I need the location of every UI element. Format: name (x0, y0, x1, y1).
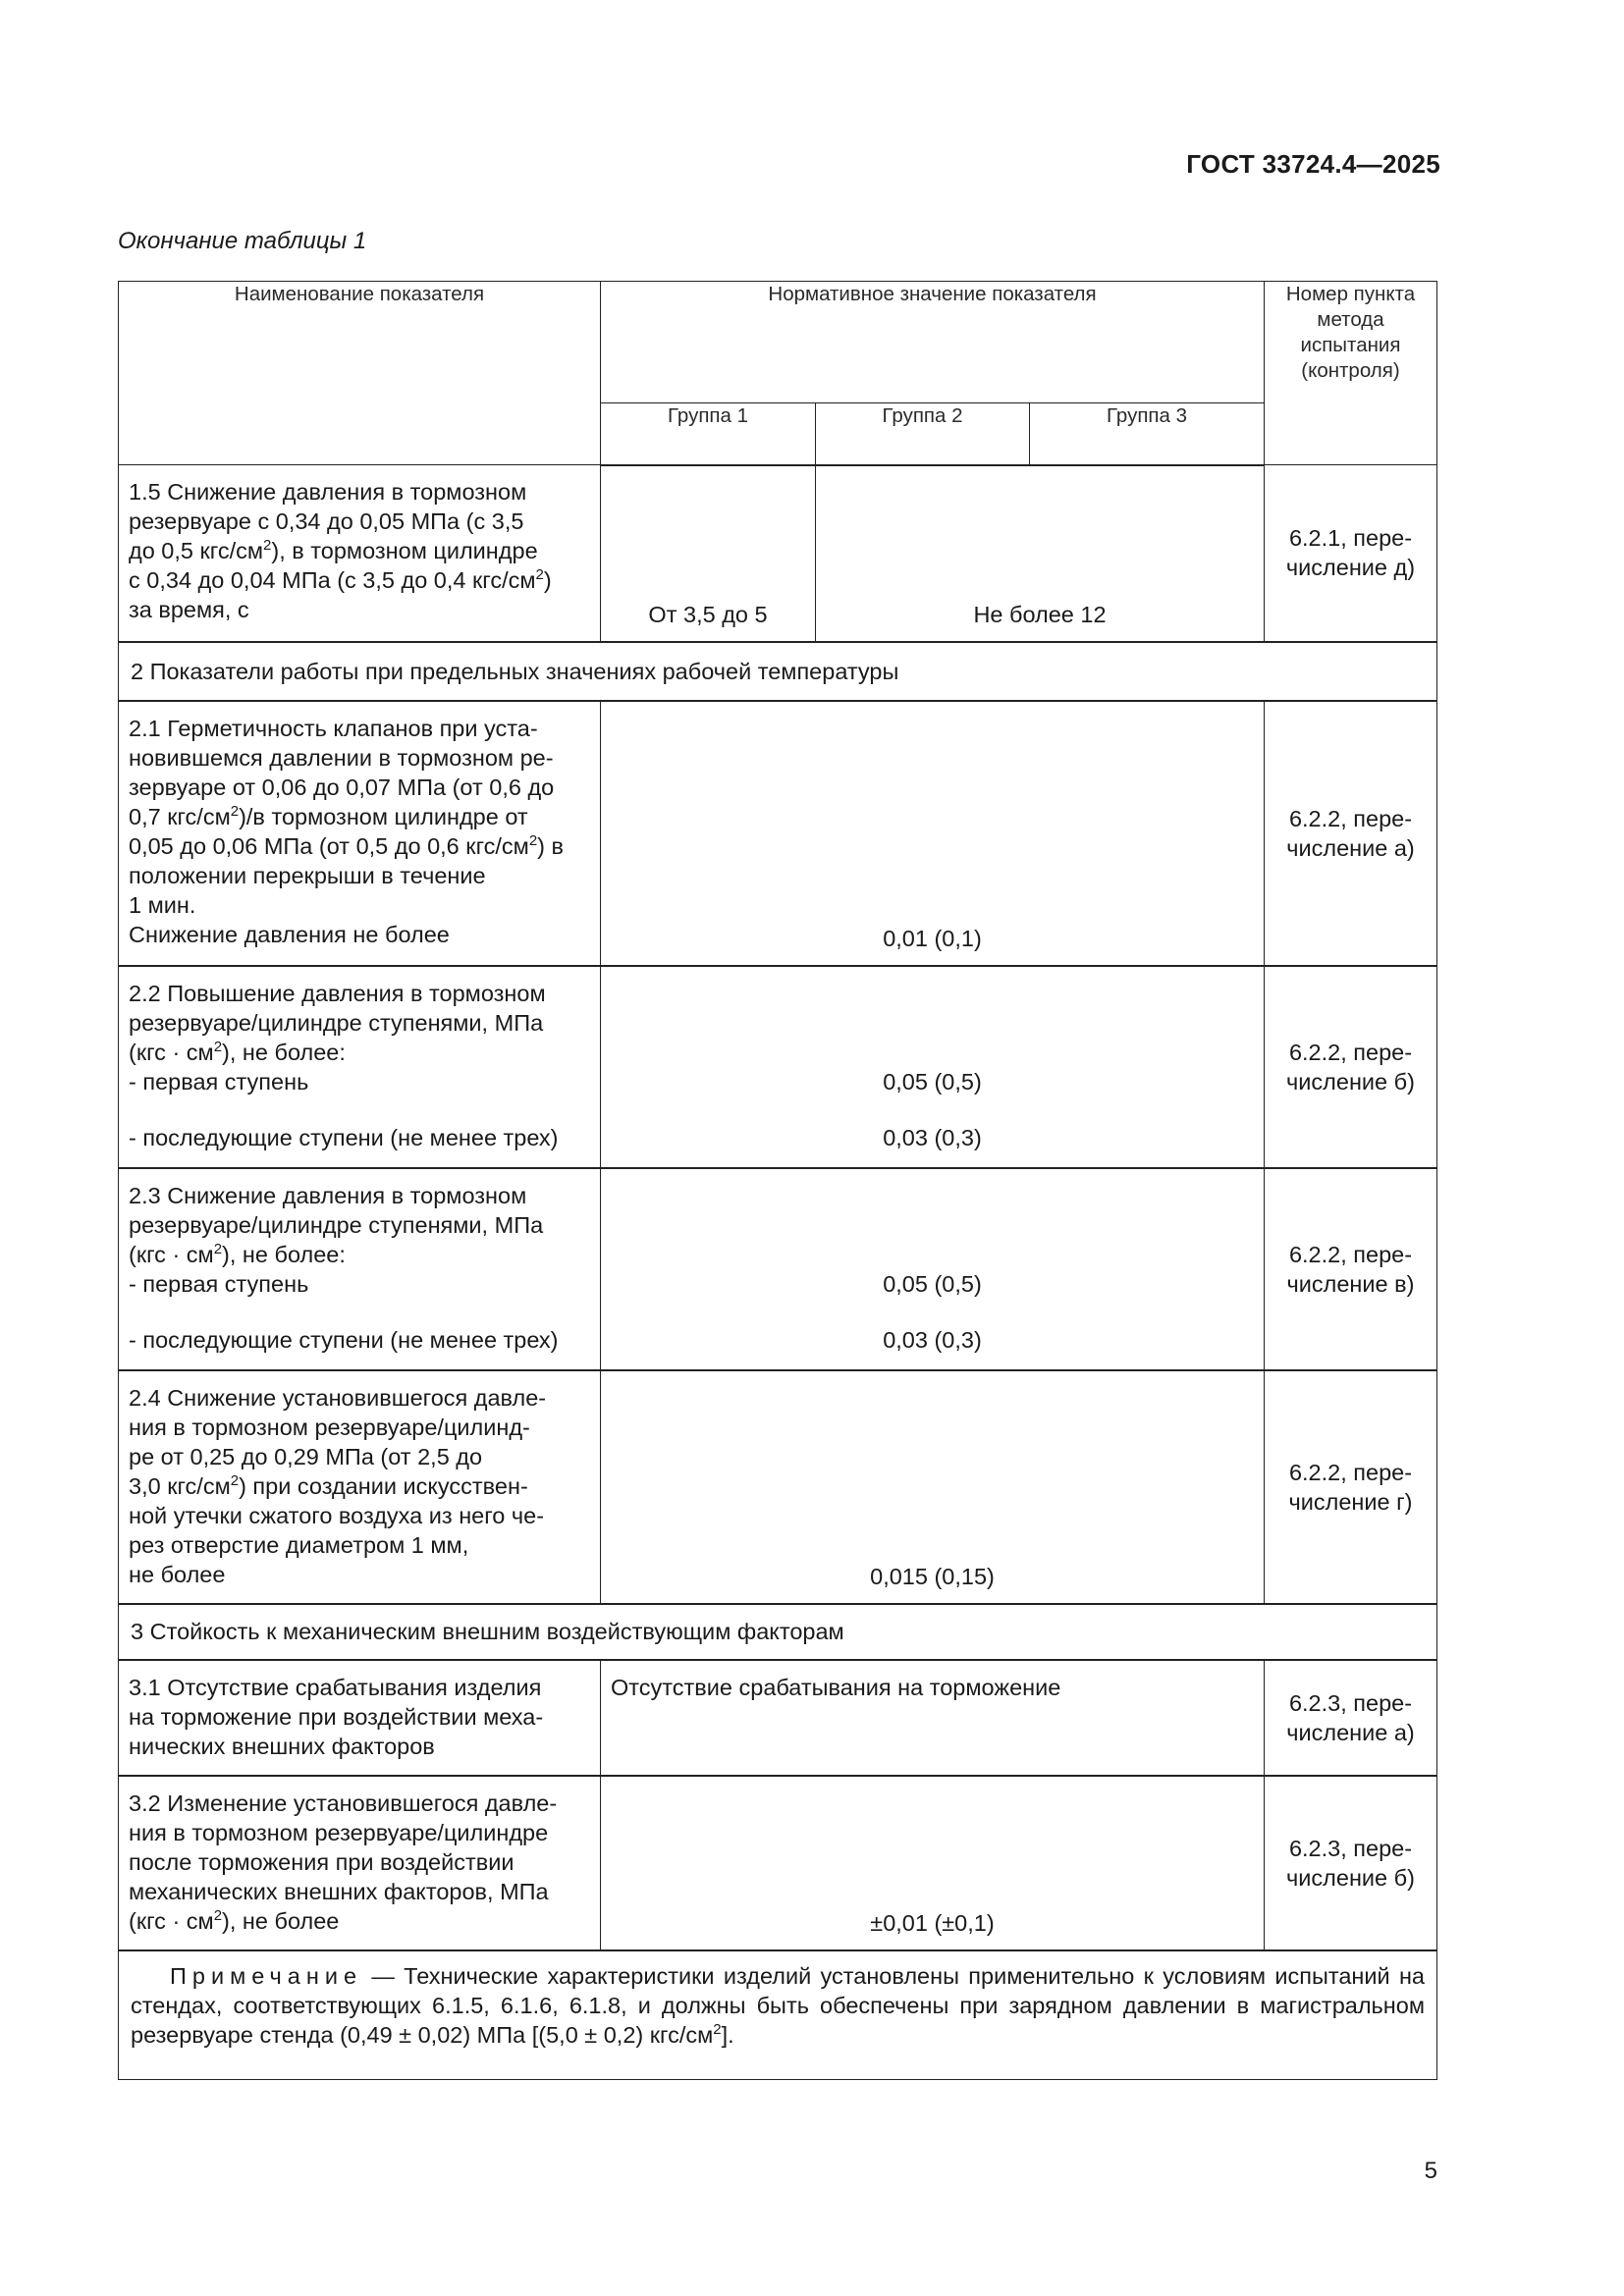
col-name-header: Наименование показателя (119, 282, 601, 465)
row-2-2-values (601, 966, 1265, 1168)
row-2-2-value-first: 0,05 (0,5) (883, 1068, 982, 1095)
row-1-5-group23: Не более 12 (816, 465, 1265, 642)
row-2-1-value: 0,01 (0,1) (601, 701, 1265, 966)
row-2-3-value-next: 0,03 (0,3) (883, 1326, 982, 1353)
note-row (119, 1950, 1437, 2080)
section-2-row (119, 642, 1437, 701)
standard-number: ГОСТ 33724.4—2025 (1186, 149, 1440, 179)
row-3-2-ref: 6.2.3, пере- числение б) (1265, 1776, 1437, 1950)
note-label: Примечание (170, 1962, 363, 1989)
group-3-header: Группа 3 (1030, 403, 1265, 465)
row-2-1-name: 2.1 Герметичность клапанов при уста- новившемся давлении в тормозном ре- зервуаре от 0,06 до 0,07 МПа (от 0,6 до 0,7 кгс/$см^2)/в$ тормозном цилиндре от 0,05 до 0,06 МПа (от 0,5 до 0,6 кгс/$см^2$) в положении перекрыши в течение 1 мин. Снижение давления не более (119, 701, 601, 966)
row-2-3 (119, 1168, 1437, 1370)
table-caption: Окончание таблицы 1 (118, 228, 367, 254)
row-3-2-value: ±0,01 (±0,1) (601, 1776, 1265, 1950)
row-3-2-name: 3.2 Изменение установившегося давле- ния в тормозном резервуаре/цилиндре после торможения при воздействии механических внешних факторов, МПа $(кгс \cdot см^2)$, не более (119, 1776, 601, 1950)
row-3-1 (119, 1660, 1437, 1776)
col-norm-header: Нормативное значение показателя (601, 282, 1265, 403)
row-2-1 (119, 701, 1437, 966)
row-3-1-name: 3.1 Отсутствие срабатывания изделия на торможение при воздействии меха- нических внешних факторов (119, 1660, 601, 1776)
row-2-3-value-first: 0,05 (0,5) (883, 1270, 982, 1297)
row-3-1-ref: 6.2.3, пере- числение а) (1265, 1660, 1437, 1776)
spec-table (118, 281, 1437, 2080)
row-3-1-value: Отсутствие срабатывания на торможение (601, 1660, 1265, 1776)
row-2-2 (119, 966, 1437, 1168)
section-3-title: 3 Стойкость к механическим внешним воздействующим факторам (119, 1604, 1437, 1660)
row-2-4 (119, 1370, 1437, 1604)
row-2-3-name: 2.3 Снижение давления в тормозном резервуаре/цилиндре ступенями, МПа $(кгс \cdot см^2)$, не более: - первая ступень - последующие ступени (не менее трех) (119, 1168, 601, 1370)
row-2-4-value: 0,015 (0,15) (601, 1370, 1265, 1604)
section-3-row (119, 1604, 1437, 1660)
page-number: 5 (1424, 2158, 1437, 2184)
group-2-header: Группа 2 (816, 403, 1030, 465)
row-2-2-name: 2.2 Повышение давления в тормозном резервуаре/цилиндре ступенями, МПа $(кгс \cdot см^2)$, не более: - первая ступень - последующие ступени (не менее трех) (119, 966, 601, 1168)
row-1-5-name: 1.5 Снижение давления в тормозном резервуаре с 0,34 до 0,05 МПа (с 3,5 до 0,5 кгс/$см^2$), в тормозном цилиндре с 0,34 до 0,04 МПа (с 3,5 до 0,4 кгс/$см^2$) за время, с (119, 465, 601, 642)
group-1-header: Группа 1 (601, 403, 816, 465)
row-2-2-ref: 6.2.2, пере- числение б) (1265, 966, 1437, 1168)
row-1-5-group1: От 3,5 до 5 (601, 465, 816, 642)
note-text: Технические характеристики изделий установлены применительно к условиям испытаний на стендах, соответствующих 6.1.5, 6.1.6, 6.1.8, и должны быть обеспечены при зарядном давлении в магистральном резервуаре стенда (0,49 ± 0,02) МПа [(5,0 ± 0,2) кгс/см (131, 1962, 1425, 2048)
row-1-5 (119, 465, 1437, 642)
row-2-3-values (601, 1168, 1265, 1370)
row-2-4-ref: 6.2.2, пере- числение г) (1265, 1370, 1437, 1604)
row-2-4-name: 2.4 Снижение установившегося давле- ния в тормозном резервуаре/цилинд- ре от 0,25 до 0,29 МПа (от 2,5 до 3,0 кгс/$см^2$) при создании искусствен- ной утечки сжатого воздуха из него че- рез отверстие диаметром 1 мм, не более (119, 1370, 601, 1604)
header-row (119, 282, 1437, 403)
row-3-2 (119, 1776, 1437, 1950)
row-2-1-ref: 6.2.2, пере- числение а) (1265, 701, 1437, 966)
table-note: Примечание — Технические характеристики изделий установлены применительно к условиям испытаний на стендах, соответствующих 6.1.5, 6.1.6, 6.1.8, и должны быть обеспечены при зарядном давлении в магистральном резервуаре стенда (0,49 ± 0,02) МПа [(5,0 ± 0,2) кгс/$см^2$]. (119, 1950, 1437, 2080)
row-2-3-ref: 6.2.2, пере- числение в) (1265, 1168, 1437, 1370)
col-ref-header: Номер пункта метода испытания (контроля) (1265, 282, 1437, 465)
row-2-2-value-next: 0,03 (0,3) (883, 1124, 982, 1150)
section-2-title: 2 Показатели работы при предельных значениях рабочей температуры (119, 642, 1437, 701)
row-1-5-ref: 6.2.1, пере- числение д) (1265, 465, 1437, 642)
